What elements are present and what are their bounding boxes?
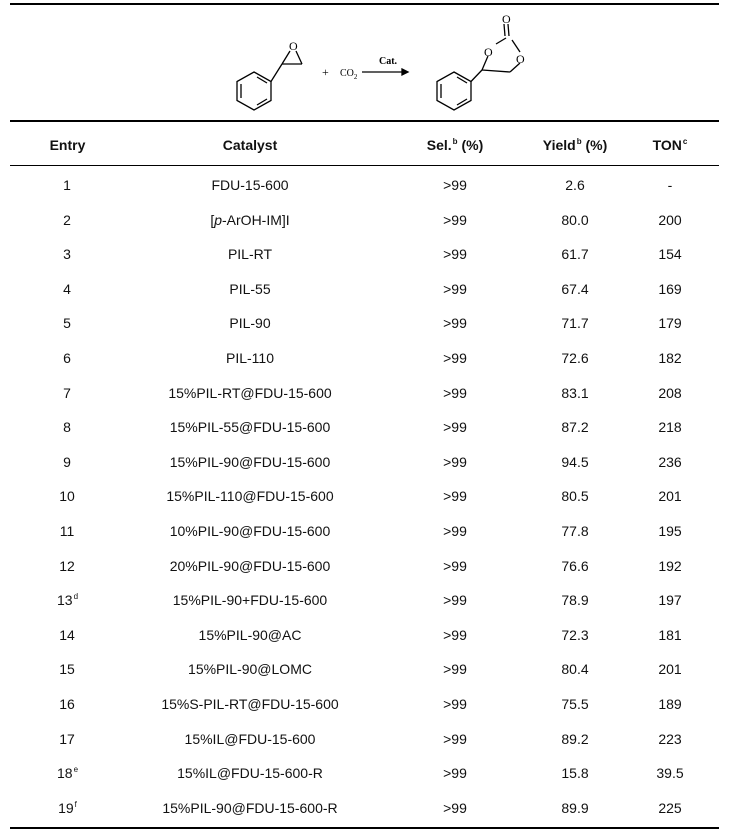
selectivity-cell: >99 xyxy=(443,695,467,712)
reaction-scheme xyxy=(10,6,719,119)
catalyst-cell: PIL-RT xyxy=(227,246,273,263)
table-row xyxy=(10,272,719,307)
table-body xyxy=(10,168,719,825)
yield-cell: 80.5 xyxy=(561,488,589,505)
table-row xyxy=(10,237,719,272)
selectivity-cell: >99 xyxy=(443,419,467,436)
selectivity-cell: >99 xyxy=(443,592,467,609)
ton-cell: 225 xyxy=(658,799,682,816)
yield-cell: 2.6 xyxy=(565,177,585,193)
entry-cell: 15 xyxy=(59,661,75,678)
selectivity-cell: >99 xyxy=(443,315,467,332)
catalyst-cell: 15%IL@FDU-15-600-R xyxy=(177,765,323,782)
table-row xyxy=(10,722,719,757)
yield-cell: 80.4 xyxy=(561,661,589,678)
table-row xyxy=(10,410,719,445)
ton-cell: 181 xyxy=(658,626,682,643)
carbonyl-oxygen-label: O xyxy=(502,12,511,26)
header-top-rule xyxy=(10,120,719,122)
selectivity-cell: >99 xyxy=(443,384,467,401)
ton-cell: 218 xyxy=(658,419,682,436)
selectivity-cell: >99 xyxy=(443,626,467,643)
catalyst-cell: 15%S-PIL-RT@FDU-15-600 xyxy=(161,695,339,712)
catalyst-cell: 20%PIL-90@FDU-15-600 xyxy=(169,557,331,574)
catalyst-cell: PIL-55 xyxy=(229,280,271,297)
catalyst-cell: 15%PIL-90@FDU-15-600-R xyxy=(162,799,338,816)
selectivity-cell: >99 xyxy=(443,280,467,297)
selectivity-cell: >99 xyxy=(443,765,467,782)
entry-cell: 7 xyxy=(63,384,71,401)
yield-cell: 80.0 xyxy=(561,211,589,228)
reaction-arrow xyxy=(362,69,408,75)
ring-oxygen-1-label: O xyxy=(484,45,493,59)
yield-cell: 72.3 xyxy=(561,626,589,643)
selectivity-cell: >99 xyxy=(443,522,467,539)
catalyst-cell: 10%PIL-90@FDU-15-600 xyxy=(169,522,331,539)
entry-cell: 1 xyxy=(63,177,71,193)
header-entry: Entry xyxy=(49,137,86,153)
entry-cell: 12 xyxy=(59,557,75,574)
selectivity-cell: >99 xyxy=(443,453,467,470)
catalyst-cell: FDU-15-600 xyxy=(211,177,289,193)
header-selectivity: Sel.$^b$ (%) xyxy=(426,137,484,153)
ton-cell: 154 xyxy=(658,246,682,263)
entry-cell: 4 xyxy=(63,280,71,297)
selectivity-cell: >99 xyxy=(443,799,467,816)
ring-oxygen-2-label: O xyxy=(516,52,525,66)
catalyst-cell: PIL-110 xyxy=(226,349,274,366)
ton-cell: 197 xyxy=(658,592,682,609)
selectivity-cell: >99 xyxy=(443,211,467,228)
yield-cell: 75.5 xyxy=(561,695,589,712)
table-row xyxy=(10,791,719,826)
entry-cell: 16 xyxy=(59,695,75,712)
co2-label: $CO_2$ xyxy=(340,68,358,81)
yield-cell: 61.7 xyxy=(561,246,589,263)
entry-cell: 17 xyxy=(59,730,75,747)
ton-cell: 39.5 xyxy=(656,765,684,782)
ton-cell: 201 xyxy=(658,661,682,678)
table-row xyxy=(10,687,719,722)
ton-cell: - xyxy=(667,177,673,193)
table-row xyxy=(10,618,719,653)
ton-cell: 201 xyxy=(658,488,682,505)
header-yield: Yield$^b$ (%) xyxy=(542,137,608,153)
catalyst-cell: [p-ArOH-IM]I xyxy=(210,211,290,228)
entry-cell: 10 xyxy=(59,488,75,505)
catalyst-cell: PIL-90 xyxy=(229,315,271,332)
entry-cell: 5 xyxy=(63,315,71,332)
yield-cell: 89.2 xyxy=(561,730,589,747)
table-row xyxy=(10,514,719,549)
selectivity-cell: >99 xyxy=(443,730,467,747)
yield-cell: 83.1 xyxy=(561,384,589,401)
selectivity-cell: >99 xyxy=(443,177,467,193)
yield-cell: 72.6 xyxy=(561,349,589,366)
selectivity-cell: >99 xyxy=(443,349,467,366)
ton-cell: 208 xyxy=(658,384,682,401)
catalyst-cell: 15%PIL-90@FDU-15-600 xyxy=(169,453,331,470)
ton-cell: 236 xyxy=(658,453,682,470)
catalyst-cell: 15%PIL-90@LOMC xyxy=(188,661,312,678)
header-bottom-rule xyxy=(10,165,719,166)
ton-cell: 195 xyxy=(658,522,682,539)
ton-cell: 182 xyxy=(658,349,682,366)
table-header-row xyxy=(10,124,719,164)
selectivity-cell: >99 xyxy=(443,488,467,505)
table-top-rule xyxy=(10,3,719,5)
table-row xyxy=(10,479,719,514)
yield-cell: 87.2 xyxy=(561,419,589,436)
table-row xyxy=(10,583,719,618)
catalyst-cell: 15%PIL-55@FDU-15-600 xyxy=(169,419,331,436)
table-bottom-rule xyxy=(10,827,719,829)
yield-cell: 77.8 xyxy=(561,522,589,539)
table-row xyxy=(10,306,719,341)
catalyst-arrow-label: Cat. xyxy=(379,56,398,67)
table-row xyxy=(10,652,719,687)
table-row xyxy=(10,756,719,791)
catalyst-cell: 15%PIL-RT@FDU-15-600 xyxy=(168,384,332,401)
table-row xyxy=(10,168,719,203)
selectivity-cell: >99 xyxy=(443,246,467,263)
yield-cell: 71.7 xyxy=(561,315,589,332)
ton-cell: 179 xyxy=(658,315,682,332)
catalyst-cell: 15%IL@FDU-15-600 xyxy=(184,730,316,747)
epoxide-oxygen-label: O xyxy=(289,39,298,53)
entry-cell: 19$^f$ xyxy=(58,799,77,816)
yield-cell: 89.9 xyxy=(561,799,589,816)
table-row xyxy=(10,203,719,238)
table-row xyxy=(10,376,719,411)
yield-cell: 94.5 xyxy=(561,453,589,470)
selectivity-cell: >99 xyxy=(443,557,467,574)
yield-cell: 78.9 xyxy=(561,592,589,609)
entry-cell: 11 xyxy=(59,522,75,539)
entry-cell: 9 xyxy=(63,453,71,470)
entry-cell: 13$^d$ xyxy=(56,592,79,609)
yield-cell: 15.8 xyxy=(561,765,589,782)
table-row xyxy=(10,445,719,480)
entry-cell: 18e xyxy=(56,765,79,782)
entry-cell: 6 xyxy=(63,349,71,366)
table-row xyxy=(10,549,719,584)
header-catalyst: Catalyst xyxy=(222,137,278,153)
entry-cell: 2 xyxy=(63,211,71,228)
header-ton: TON$^c$ xyxy=(652,137,688,153)
table-row xyxy=(10,341,719,376)
plus-sign: + xyxy=(322,65,329,79)
catalyst-cell: 15%PIL-90@AC xyxy=(198,626,302,643)
selectivity-cell: >99 xyxy=(443,661,467,678)
ton-cell: 223 xyxy=(658,730,682,747)
entry-cell: 3 xyxy=(63,246,71,263)
entry-cell: 8 xyxy=(63,419,71,436)
ton-cell: 169 xyxy=(658,280,682,297)
yield-cell: 76.6 xyxy=(561,557,589,574)
yield-cell: 67.4 xyxy=(561,280,589,297)
styrene-carbonate-structure xyxy=(437,24,520,110)
catalyst-cell: 15%PIL-90+FDU-15-600 xyxy=(172,592,328,609)
ton-cell: 192 xyxy=(658,557,682,574)
ton-cell: 200 xyxy=(658,211,682,228)
entry-cell: 14 xyxy=(59,626,75,643)
catalyst-cell: 15%PIL-110@FDU-15-600 xyxy=(166,488,334,505)
styrene-oxide-structure xyxy=(237,51,302,110)
ton-cell: 189 xyxy=(658,695,682,712)
